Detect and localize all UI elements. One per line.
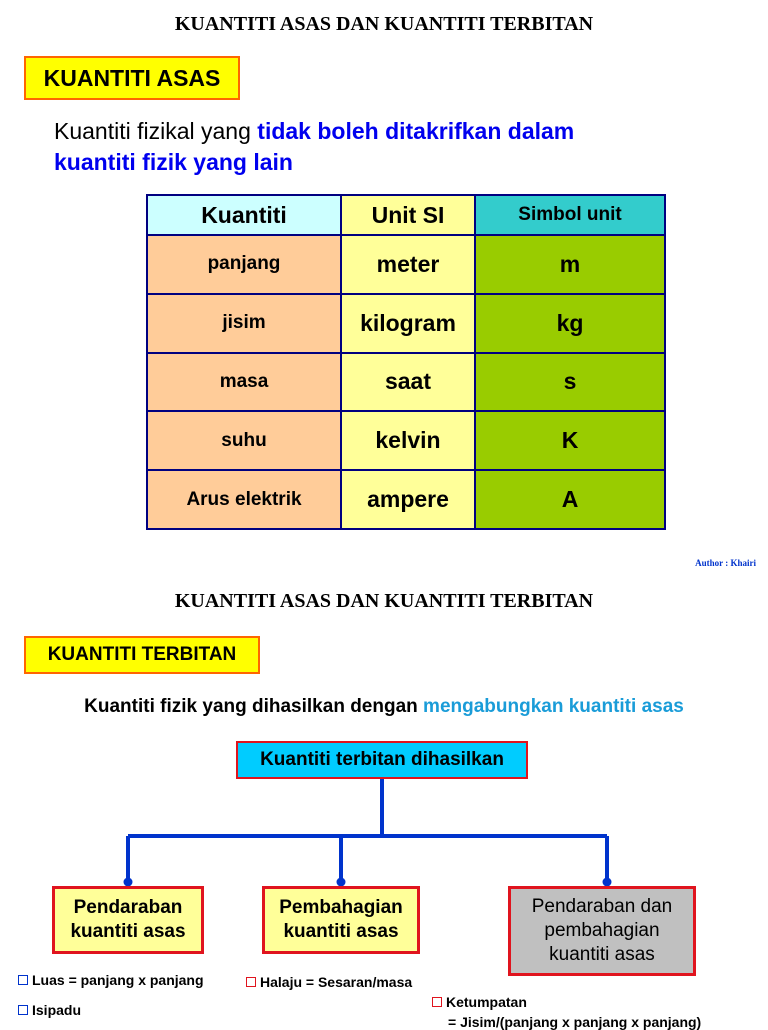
- kuantiti-terbitan-tag: KUANTITI TERBITAN: [24, 636, 260, 674]
- cell-simbol: m: [475, 235, 665, 294]
- box-pendaraban-line1: Pendaraban: [73, 897, 183, 918]
- author-credit: Author : Khairi: [695, 558, 756, 568]
- bullet-isipadu: [18, 1002, 81, 1018]
- cell-simbol: A: [475, 470, 665, 529]
- checkbox-square-icon: [246, 977, 256, 987]
- cell-simbol: kg: [475, 294, 665, 353]
- cell-unit: meter: [341, 235, 475, 294]
- bullet-ketumpatan-formula: = Jisim/(panjang x panjang x panjang): [448, 1014, 702, 1030]
- cell-simbol: K: [475, 411, 665, 470]
- cell-kuantiti: panjang: [147, 235, 341, 294]
- asas-definition-plain: Kuantiti fizikal yang: [54, 118, 258, 144]
- page-title-top: KUANTITI ASAS DAN KUANTITI TERBITAN: [174, 13, 594, 35]
- box-combined-line2: pembahagian: [544, 920, 660, 941]
- box-pendaraban-dan-pembahagian: [508, 886, 696, 976]
- terbitan-definition-emphasis: mengabungkan kuantiti asas: [423, 696, 684, 717]
- cell-unit: kelvin: [341, 411, 475, 470]
- root-concept-box: Kuantiti terbitan dihasilkan: [236, 741, 528, 779]
- bullet-ketumpatan: [432, 994, 527, 1010]
- cell-kuantiti: Arus elektrik: [147, 470, 341, 529]
- box-pembahagian-line1: Pembahagian: [279, 897, 403, 918]
- bullet-isipadu-text: Isipadu: [32, 1002, 82, 1018]
- cell-unit: kilogram: [341, 294, 475, 353]
- box-combined-line3: kuantiti asas: [549, 944, 655, 965]
- kuantiti-asas-tag: KUANTITI ASAS: [24, 56, 240, 100]
- header-unit-si: Unit SI: [341, 195, 475, 235]
- box-pembahagian-line2: kuantiti asas: [283, 921, 399, 942]
- bullet-luas-text: Luas = panjang x panjang: [32, 972, 204, 988]
- box-pembahagian: [262, 886, 420, 954]
- cell-unit: ampere: [341, 470, 475, 529]
- bullet-ketumpatan-text: Ketumpatan: [446, 994, 527, 1010]
- cell-kuantiti: masa: [147, 353, 341, 412]
- cell-kuantiti: jisim: [147, 294, 341, 353]
- checkbox-square-icon: [18, 975, 28, 985]
- terbitan-definition-plain: Kuantiti fizik yang dihasilkan dengan: [84, 696, 424, 717]
- cell-unit: saat: [341, 353, 475, 412]
- header-kuantiti: Kuantiti: [147, 195, 341, 235]
- box-combined-line1: Pendaraban dan: [531, 896, 673, 917]
- page-title-bottom: KUANTITI ASAS DAN KUANTITI TERBITAN: [174, 590, 594, 612]
- checkbox-square-icon: [432, 997, 442, 1007]
- cell-simbol: s: [475, 353, 665, 412]
- box-pendaraban: [52, 886, 204, 954]
- bullet-luas: [18, 972, 204, 988]
- asas-definition-emphasis-2: kuantiti fizik yang lain: [54, 149, 293, 175]
- asas-definition-emphasis-1: tidak boleh ditakrifkan dalam: [257, 118, 575, 144]
- box-pendaraban-line2: kuantiti asas: [70, 921, 186, 942]
- checkbox-square-icon: [18, 1005, 28, 1015]
- bullet-halaju: [246, 974, 412, 990]
- cell-kuantiti: suhu: [147, 411, 341, 470]
- header-simbol-unit: Simbol unit: [475, 195, 665, 235]
- bullet-halaju-text: Halaju = Sesaran/masa: [260, 974, 413, 990]
